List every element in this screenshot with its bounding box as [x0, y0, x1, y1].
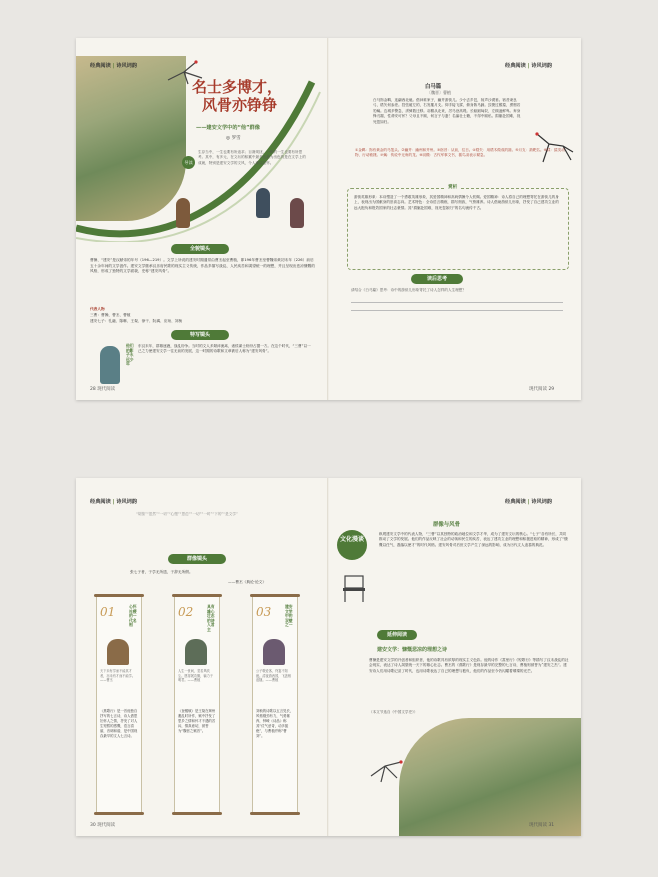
- scroll-card-2: [174, 596, 220, 813]
- magazine-spread-bottom: [76, 478, 581, 836]
- scholar-portrait: [263, 639, 285, 665]
- scroll-rod: [250, 594, 300, 597]
- scroll-rod: [94, 594, 144, 597]
- journal-name: 现代阅读: [529, 823, 547, 828]
- group-quote: 张七子者，于学无所遗，于辞无所假。: [130, 570, 193, 574]
- closeup-portrait: [100, 346, 120, 384]
- representatives-line-2: 建安七子：孔融、陈琳、王粲、徐干、阮瑀、应玚、刘桢: [90, 319, 183, 323]
- reading-text: 曹操是建安文学的开创者和组织者，他的诗歌具有浓厚的现实主义色彩。他的诗作《蒿里行》《短歌行》等描写了汉末战乱的社会现实，表达了诗人渴望统一天下的雄心壮志。曹丕的《燕歌行》是现存最早的完整的七言诗，曹植则被誉为“建安之杰”。建安诗人们用诗歌记录了时代，也用诗歌表达了自己的理想与抱负，他们的作品至今仍闪耀着璀璨的光芒。: [369, 658, 569, 673]
- page-number: 30: [90, 823, 96, 828]
- poem-text: 白马饰金羁，连翩西北驰。借问谁家子，幽并游侠儿。少小去乡邑，扬声沙漠垂。宿昔秉良弓，楛矢何参差。控弦破左的，右发摧月支。仰手接飞猱，俯身散马蹄。狡捷过猴猿，勇剽若豹螭。边城多警急，虏骑数迁移。羽檄从北来，厉马登高堤。长驱蹈匈奴，左顾凌鲜卑。弃身锋刃端，性命安可怀？父母且不顾，何言子与妻！名编壮士籍，不得中顾私。捐躯赴国难，视死忽如归。: [373, 98, 521, 124]
- representatives-label: 代表人物: [90, 307, 105, 311]
- journal-name: 现代阅读: [529, 387, 547, 392]
- page-number: 31: [548, 823, 555, 828]
- scroll-quote: 天下未有学而不能其才者，亦未有才而不能学。——曹丕: [100, 669, 136, 683]
- article-subtitle: ——建安文学中的“他”群像: [196, 125, 260, 131]
- scroll-body: 《燕歌行》是一首他独自抒写的七言诗，诗人借思妇怀人之情，抒发了对人生短暂的感慨，语言清丽，音调和谐，是中国现存最早的文人七言诗。: [100, 709, 138, 738]
- header-separator: |: [112, 499, 115, 505]
- page-30: [76, 478, 328, 836]
- magazine-spread-top: [76, 38, 581, 400]
- lead-text: 生存当中，一生也要有所追求；百赛烦扰，一般的一生也要有所思考。其中，有多元，在文坛的积累中最多也最为出色的是在文学上的成就，特别是建安文学的文风，令人难以忘怀。: [198, 150, 306, 165]
- scholar-figure-1: [176, 198, 190, 228]
- article-author: ◎ 罗雪: [226, 136, 241, 141]
- scroll-title: 心怀社稷的一代名相: [129, 604, 137, 628]
- landscape-painting: [399, 718, 581, 836]
- section-title: 群像与风骨: [433, 522, 460, 528]
- page-28: [76, 38, 328, 400]
- header-section: 经典阅读: [90, 499, 111, 505]
- answer-line: [351, 302, 563, 303]
- closeup-side-caption: 他们的影子永远少年: [126, 343, 134, 367]
- header-separator: |: [112, 63, 115, 69]
- scroll-title: 建安文学中的双壁之一: [285, 604, 293, 628]
- reading-title: 建安文学：慷慨悲凉的理想之诗: [377, 647, 448, 653]
- title-line-2: 风骨亦铮铮: [202, 96, 278, 114]
- header-section: 经典阅读: [505, 63, 526, 69]
- overview-text: 曹操、“建安”是汉献帝的年号（196—219）。文学上所说的建安时期通常由曹丕起至曹植，即196年曹丕至曹魏帝黄初末年（226）前后五十余年间的文学创作。建安文学继承汉乐府民歌的现实主义传统，作品多描写战乱、人民疾苦和渴望统一的理想，并且呈现出悲凉慷慨的风格，形成了独特的文学面貌，史称“建安风骨”。: [90, 258, 315, 274]
- page-number: 29: [548, 387, 555, 392]
- appreciation-box: [347, 185, 569, 270]
- scroll-quote: 公子敬爱客，终宴不知疲。清夜游西园，飞盖相追随。——曹植: [256, 669, 292, 683]
- group-quote-source: ——曹丕《典论·论文》: [228, 580, 267, 584]
- page-footer: [529, 822, 554, 828]
- answer-line: [351, 310, 563, 311]
- scroll-rod: [94, 812, 144, 815]
- scroll-body: 刘桢的诗歌以五言见长，风格刚劲有力，气势雄浑，钟嵘《诗品》称其“仗气爱奇，动多振绝”，与曹植并称“曹刘”。: [256, 709, 294, 738]
- representatives-line-1: 三曹：曹操、曹丕、曹植: [90, 313, 131, 317]
- section-pill-overview: 全貌镜头: [171, 244, 229, 254]
- scroll-number: 01: [100, 605, 116, 619]
- reflect-pill: 读后思考: [411, 274, 463, 284]
- appreciation-tag: 赏析: [444, 184, 461, 190]
- chair-icon: [341, 574, 367, 604]
- title-line-1: 名士多博才，: [192, 78, 283, 96]
- page-footer: [90, 822, 115, 828]
- page-29: [329, 38, 581, 400]
- header-section: 经典阅读: [90, 63, 111, 69]
- scroll-number: 02: [178, 605, 194, 619]
- journal-name: 现代阅读: [97, 823, 116, 828]
- scholar-figure-3: [290, 198, 304, 228]
- header-subsection: 诗风词韵: [531, 499, 553, 505]
- group-pill: 群像镜头: [168, 554, 226, 564]
- poem-notes: ①金羁：饰有黄金的马笼头。②幽并：幽州和并州。③宿昔：从前，往日。④楛矢：用楛木做成的箭。⑤月支：箭靶名。⑥猱：猿类动物，行动敏捷。⑦螭：传说中无角的龙。⑧羽檄：古代军事文书，插鸟羽表示紧急。: [355, 148, 565, 158]
- scroll-card-3: [252, 596, 298, 813]
- scroll-card-1: [96, 596, 142, 813]
- article-title: [192, 78, 322, 114]
- poem-author: 〔魏晋〕曹植: [427, 90, 451, 95]
- lead-tag: 导读: [182, 156, 195, 169]
- page-header: [505, 498, 552, 505]
- reflect-text: 请结合《白马篇》思考：诗中的游侠儿形象寄托了诗人怎样的人生理想？: [351, 288, 466, 292]
- scroll-rod: [172, 594, 222, 597]
- section-pill-closeup: 特写镜头: [171, 330, 229, 340]
- culture-badge-text: 文化漫谈: [339, 536, 364, 543]
- scroll-quote: 人生一世间，忽若风吹尘。愿得展功勤，输力于明君。——曹植: [178, 669, 214, 683]
- closeup-text: 东汉末年，群雄逐鹿，战乱纷争。当时的文人多颠沛流离，诸侯谋士纷纷占据一方。在这个时代，“三曹”以一己之力使建安文学一往无前的发展，这一时期的诗歌和文章被后人称为“建安风骨”。: [138, 344, 311, 354]
- page-number: 28: [90, 387, 96, 392]
- header-section: 经典阅读: [505, 499, 526, 505]
- top-note: “胡笳”“忽然”“一切”“心慢”“思虑”“一切”“一时”“下的”“是文学”: [136, 512, 238, 516]
- header-separator: |: [527, 499, 530, 505]
- header-subsection: 诗风词韵: [116, 63, 138, 69]
- page-header: [90, 498, 137, 505]
- page-header: [90, 62, 137, 69]
- crane-icon: [367, 754, 407, 784]
- page-footer: [529, 386, 554, 392]
- page-footer: [90, 386, 115, 392]
- header-subsection: 诗风词韵: [116, 499, 138, 505]
- header-separator: |: [527, 63, 530, 69]
- scroll-number: 03: [256, 605, 272, 619]
- header-subsection: 诗风词韵: [531, 63, 553, 69]
- appreciation-text: 游侠英雄形象：本诗塑造了一个勇敢英雄形象，其爱国精神和高尚情操令人钦佩。爱国精神：诗人将自己的理想寄托在游侠儿的身上，表现出为国献身的崇高志向。艺术特色：全诗语言精练，描写细致，气势雄浑。诗人借助游侠儿形象，抒发了自己建功立业的远大抱负和报效国家的壮志豪情。其“捐躯赴国难，视死忽如归”的名句流传千古。: [354, 195, 559, 210]
- scholar-portrait: [185, 639, 207, 665]
- journal-name: 现代阅读: [97, 387, 116, 392]
- page-31: [329, 478, 581, 836]
- culture-badge: [337, 526, 371, 560]
- page-header: [505, 62, 552, 69]
- scholar-figure-2: [256, 188, 270, 218]
- section-text: 纵观建安文学中的代表人物，“三曹”以其独特的政治地位和文学才华，成为了建安文坛的核心。“七子”各有所长，共同推动了文学的发展。他们的作品反映了社会的动荡和民生的疾苦，表达了建功立业的理想和积极进取的精神，形成了“慷慨以任气，磊落以使才”的时代风格。建安风骨对后世文学产生了深远的影响，成为历代文人追慕的典范。: [379, 532, 568, 547]
- scholar-portrait: [107, 639, 129, 665]
- scroll-rod: [250, 812, 300, 815]
- scroll-body: 《登楼赋》是王粲在荆州避乱时所作，赋中抒发了思乡之情和怀才不遇的苦闷，情真意切，被誉为“魏晋之赋首”。: [178, 709, 216, 733]
- scroll-title: 具有雄心壮志的诗人君主: [207, 604, 215, 632]
- reading-pill: 延伸阅读: [377, 630, 417, 640]
- reading-source: （本文节选自《中国文学史》）: [369, 710, 418, 714]
- scroll-rod: [172, 812, 222, 815]
- poem-title: 白马篇: [425, 84, 442, 90]
